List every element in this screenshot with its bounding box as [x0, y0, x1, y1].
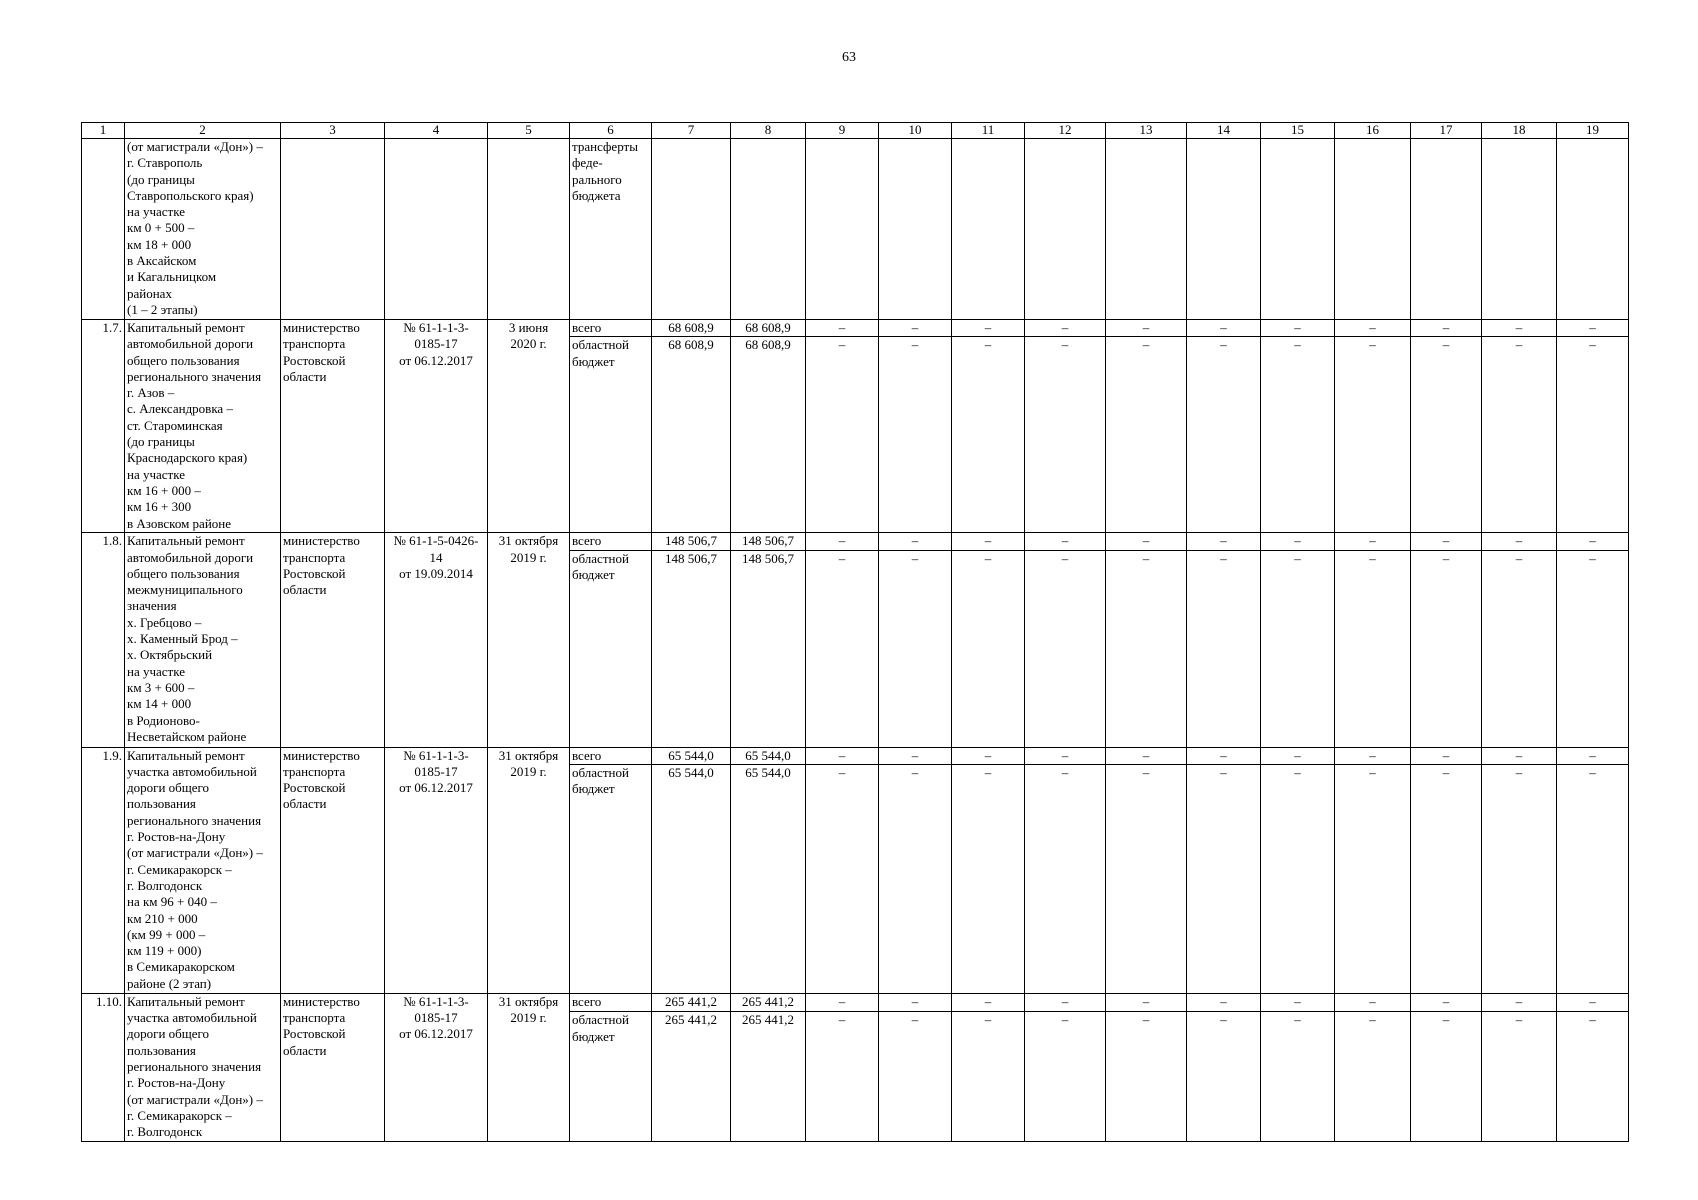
value-cell: 68 608,9	[652, 337, 731, 533]
dash-cell: –	[952, 320, 1025, 337]
dash-cell: –	[1411, 550, 1482, 747]
dash-cell: –	[1335, 1012, 1411, 1141]
dash-cell: –	[1187, 764, 1261, 993]
column-header: 2	[125, 123, 281, 139]
deadline-cell: 31 октября 2019 г.	[488, 533, 570, 747]
deadline-cell	[488, 139, 570, 320]
dash-cell: –	[1261, 747, 1335, 764]
dash-cell: –	[1025, 747, 1106, 764]
column-header: 10	[879, 123, 952, 139]
dash-cell: –	[879, 993, 952, 1011]
dash-cell: –	[806, 1012, 879, 1141]
dash-cell: –	[952, 747, 1025, 764]
deadline-cell: 31 октября 2019 г.	[488, 993, 570, 1141]
dash-cell: –	[806, 337, 879, 533]
object-name-cell: Капитальный ремонт участка автомобильной дороги общего пользования регионального значения г. Ростов-на-Дону (от магистрали «Дон») – г. Семикаракорск – г. Волгодонск	[125, 993, 281, 1141]
column-header: 6	[570, 123, 652, 139]
dash-cell: –	[1335, 320, 1411, 337]
value-cell: 148 506,7	[731, 533, 806, 550]
dash-cell: –	[1187, 533, 1261, 550]
column-header: 1	[82, 123, 125, 139]
column-header: 8	[731, 123, 806, 139]
value-cell	[952, 139, 1025, 320]
item-total-row	[82, 993, 1629, 1011]
document-cell: № 61-1-1-3- 0185-17 от 06.12.2017	[385, 993, 488, 1141]
dash-cell: –	[952, 1012, 1025, 1141]
column-header: 13	[1106, 123, 1187, 139]
dash-cell: –	[806, 550, 879, 747]
item-total-row	[82, 533, 1629, 550]
dash-cell: –	[1557, 1012, 1629, 1141]
dash-cell: –	[1482, 1012, 1557, 1141]
dash-cell: –	[806, 993, 879, 1011]
value-cell	[1106, 139, 1187, 320]
program-table	[81, 122, 1629, 1142]
dash-cell: –	[1106, 320, 1187, 337]
value-cell	[1187, 139, 1261, 320]
object-name-cell: Капитальный ремонт автомобильной дороги общего пользования межмуниципального значения х. Гребцово – х. Каменный Брод – х. Октябрьский на участке км 3 + 600 – км 14 + 000 в Родионово- Несветайском районе	[125, 533, 281, 747]
item-number-cell	[82, 139, 125, 320]
dash-cell: –	[879, 764, 952, 993]
dash-cell: –	[806, 764, 879, 993]
dash-cell: –	[806, 320, 879, 337]
dash-cell: –	[952, 533, 1025, 550]
item-number-cell: 1.7.	[82, 320, 125, 533]
dash-cell: –	[879, 337, 952, 533]
dash-cell: –	[1025, 533, 1106, 550]
document-cell: № 61-1-1-3- 0185-17 от 06.12.2017	[385, 747, 488, 993]
document-cell: № 61-1-5-0426- 14 от 19.09.2014	[385, 533, 488, 747]
value-cell	[1335, 139, 1411, 320]
value-cell	[879, 139, 952, 320]
dash-cell: –	[1025, 550, 1106, 747]
dash-cell: –	[1335, 550, 1411, 747]
value-cell	[1025, 139, 1106, 320]
object-name-cell: Капитальный ремонт участка автомобильной дороги общего пользования регионального значения г. Ростов-на-Дону (от магистрали «Дон») – г. Семикаракорск – г. Волгодонск на км 96 + 040 – км 210 + 000 (км 99 + 000 – км 119 + 000) в Семикаракорском районе (2 этап)	[125, 747, 281, 993]
dash-cell: –	[1025, 764, 1106, 993]
dash-cell: –	[1187, 993, 1261, 1011]
value-cell	[652, 139, 731, 320]
dash-cell: –	[1482, 320, 1557, 337]
dash-cell: –	[1557, 533, 1629, 550]
dash-cell: –	[952, 550, 1025, 747]
value-cell: 65 544,0	[731, 747, 806, 764]
dash-cell: –	[1261, 533, 1335, 550]
organization-cell	[281, 139, 385, 320]
dash-cell: –	[879, 1012, 952, 1141]
value-cell	[1557, 139, 1629, 320]
dash-cell: –	[1482, 993, 1557, 1011]
organization-cell: министерство транспорта Ростовской области	[281, 320, 385, 533]
dash-cell: –	[1025, 320, 1106, 337]
dash-cell: –	[1482, 747, 1557, 764]
value-cell: 265 441,2	[731, 1012, 806, 1141]
dash-cell: –	[1106, 533, 1187, 550]
dash-cell: –	[1411, 533, 1482, 550]
funding-source-cell: трансферты феде- рального бюджета	[570, 139, 652, 320]
dash-cell: –	[1106, 764, 1187, 993]
value-cell	[731, 139, 806, 320]
value-cell: 265 441,2	[652, 1012, 731, 1141]
dash-cell: –	[1482, 337, 1557, 533]
value-cell: 68 608,9	[652, 320, 731, 337]
funding-source-cell: областной бюджет	[570, 550, 652, 747]
dash-cell: –	[1335, 533, 1411, 550]
item-number-cell: 1.9.	[82, 747, 125, 993]
column-header: 12	[1025, 123, 1106, 139]
dash-cell: –	[1106, 1012, 1187, 1141]
dash-cell: –	[1261, 320, 1335, 337]
column-header: 3	[281, 123, 385, 139]
dash-cell: –	[806, 747, 879, 764]
dash-cell: –	[879, 747, 952, 764]
item-total-row	[82, 747, 1629, 764]
table-body	[82, 123, 1629, 1142]
dash-cell: –	[1411, 337, 1482, 533]
item-number-cell: 1.10.	[82, 993, 125, 1141]
dash-cell: –	[1482, 533, 1557, 550]
dash-cell: –	[1187, 337, 1261, 533]
dash-cell: –	[1335, 764, 1411, 993]
dash-cell: –	[1106, 747, 1187, 764]
funding-source-cell: всего	[570, 320, 652, 337]
organization-cell: министерство транспорта Ростовской области	[281, 747, 385, 993]
organization-cell: министерство транспорта Ростовской области	[281, 533, 385, 747]
funding-source-cell: областной бюджет	[570, 764, 652, 993]
funding-source-cell: областной бюджет	[570, 1012, 652, 1141]
dash-cell: –	[1557, 993, 1629, 1011]
dash-cell: –	[1411, 747, 1482, 764]
value-cell: 265 441,2	[731, 993, 806, 1011]
column-header: 14	[1187, 123, 1261, 139]
funding-source-cell: всего	[570, 533, 652, 550]
page-number: 63	[842, 50, 856, 65]
dash-cell: –	[1335, 993, 1411, 1011]
column-header: 18	[1482, 123, 1557, 139]
continuation-row	[82, 139, 1629, 320]
dash-cell: –	[879, 320, 952, 337]
dash-cell: –	[1106, 993, 1187, 1011]
object-name-cell: Капитальный ремонт автомобильной дороги общего пользования регионального значения г. Азов – с. Александровка – ст. Староминская (до границы Краснодарского края) на участке км 16 + 000 – км 16 + 300 в Азовском районе	[125, 320, 281, 533]
column-header: 17	[1411, 123, 1482, 139]
dash-cell: –	[1187, 320, 1261, 337]
dash-cell: –	[952, 993, 1025, 1011]
dash-cell: –	[1411, 993, 1482, 1011]
column-header: 7	[652, 123, 731, 139]
dash-cell: –	[1557, 320, 1629, 337]
deadline-cell: 3 июня 2020 г.	[488, 320, 570, 533]
column-header: 9	[806, 123, 879, 139]
dash-cell: –	[1261, 550, 1335, 747]
document-cell: № 61-1-1-3- 0185-17 от 06.12.2017	[385, 320, 488, 533]
column-header: 16	[1335, 123, 1411, 139]
value-cell: 148 506,7	[652, 550, 731, 747]
dash-cell: –	[1106, 337, 1187, 533]
document-cell	[385, 139, 488, 320]
dash-cell: –	[1025, 337, 1106, 533]
dash-cell: –	[1557, 747, 1629, 764]
dash-cell: –	[879, 533, 952, 550]
dash-cell: –	[952, 337, 1025, 533]
value-cell: 148 506,7	[731, 550, 806, 747]
value-cell	[1261, 139, 1335, 320]
value-cell: 68 608,9	[731, 337, 806, 533]
dash-cell: –	[806, 533, 879, 550]
dash-cell: –	[1557, 337, 1629, 533]
dash-cell: –	[879, 550, 952, 747]
dash-cell: –	[952, 764, 1025, 993]
item-number-cell: 1.8.	[82, 533, 125, 747]
dash-cell: –	[1411, 764, 1482, 993]
value-cell: 148 506,7	[652, 533, 731, 550]
value-cell: 65 544,0	[731, 764, 806, 993]
dash-cell: –	[1187, 550, 1261, 747]
dash-cell: –	[1261, 764, 1335, 993]
dash-cell: –	[1261, 337, 1335, 533]
dash-cell: –	[1411, 320, 1482, 337]
dash-cell: –	[1187, 747, 1261, 764]
dash-cell: –	[1557, 550, 1629, 747]
object-name-cell: (от магистрали «Дон») – г. Ставрополь (до границы Ставропольского края) на участке км 0 + 500 – км 18 + 000 в Аксайском и Кагальницком районах (1 – 2 этапы)	[125, 139, 281, 320]
value-cell: 68 608,9	[731, 320, 806, 337]
column-header: 4	[385, 123, 488, 139]
deadline-cell: 31 октября 2019 г.	[488, 747, 570, 993]
value-cell	[1482, 139, 1557, 320]
dash-cell: –	[1261, 1012, 1335, 1141]
dash-cell: –	[1106, 550, 1187, 747]
value-cell	[806, 139, 879, 320]
dash-cell: –	[1335, 747, 1411, 764]
organization-cell: министерство транспорта Ростовской области	[281, 993, 385, 1141]
column-header: 11	[952, 123, 1025, 139]
dash-cell: –	[1025, 1012, 1106, 1141]
funding-source-cell: всего	[570, 747, 652, 764]
column-header: 5	[488, 123, 570, 139]
dash-cell: –	[1187, 1012, 1261, 1141]
column-header: 19	[1557, 123, 1629, 139]
column-header: 15	[1261, 123, 1335, 139]
value-cell: 65 544,0	[652, 764, 731, 993]
funding-source-cell: областной бюджет	[570, 337, 652, 533]
column-number-row	[82, 123, 1629, 139]
dash-cell: –	[1025, 993, 1106, 1011]
value-cell: 65 544,0	[652, 747, 731, 764]
dash-cell: –	[1482, 550, 1557, 747]
funding-source-cell: всего	[570, 993, 652, 1011]
value-cell: 265 441,2	[652, 993, 731, 1011]
item-total-row	[82, 320, 1629, 337]
dash-cell: –	[1482, 764, 1557, 993]
dash-cell: –	[1335, 337, 1411, 533]
value-cell	[1411, 139, 1482, 320]
dash-cell: –	[1261, 993, 1335, 1011]
dash-cell: –	[1557, 764, 1629, 993]
dash-cell: –	[1411, 1012, 1482, 1141]
